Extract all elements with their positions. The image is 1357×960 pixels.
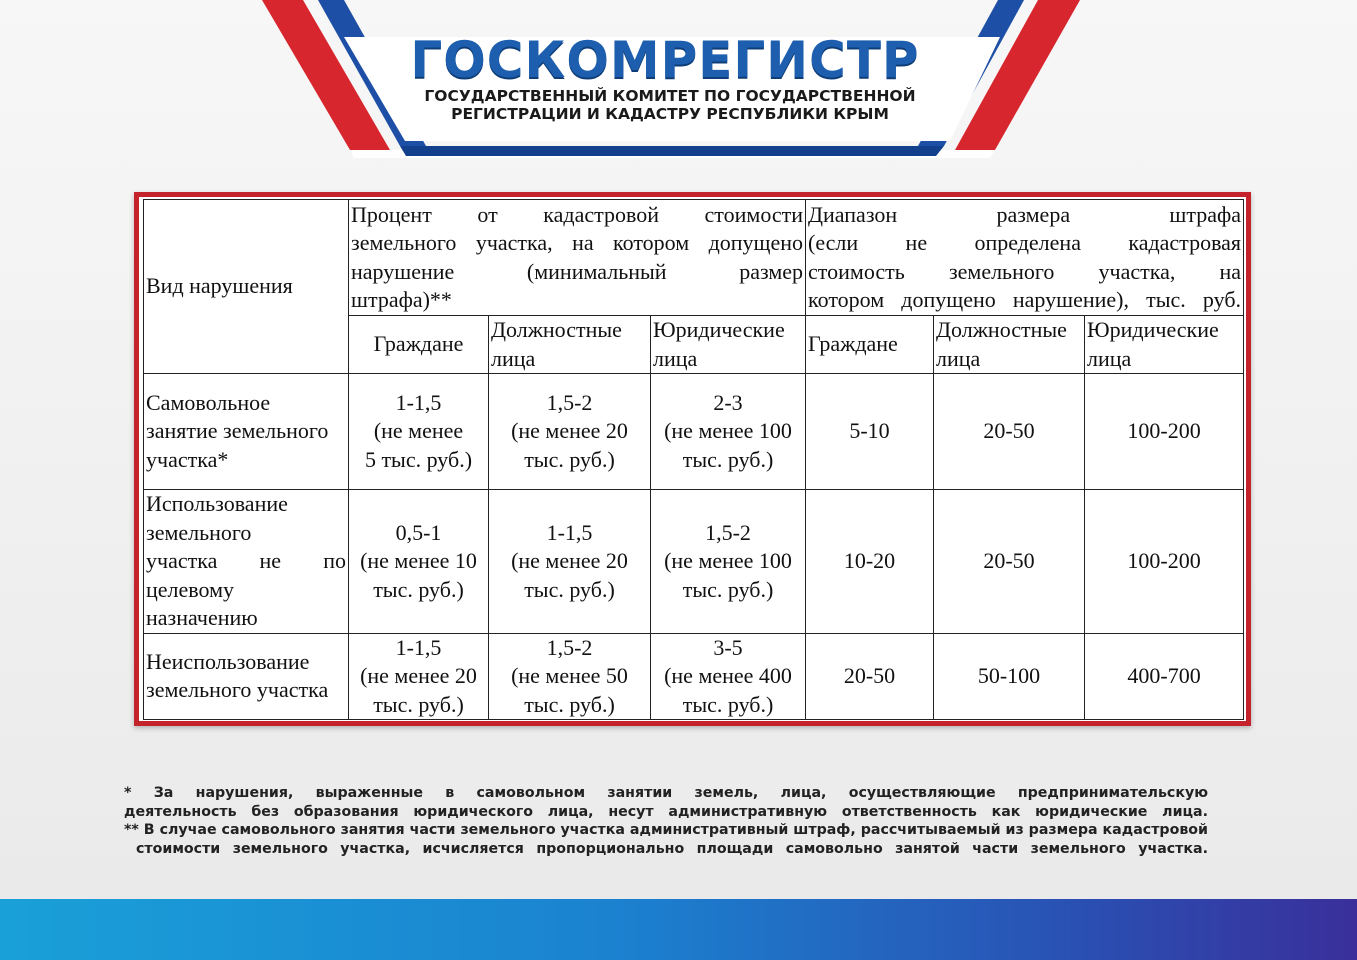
footnote-line: ** В случае самовольного занятия части земельного участка административный штраф, рассчитываемый из размера кадастровой [124, 822, 1208, 838]
violation-word: участка [146, 548, 218, 573]
officials-range-cell: 20-50 [934, 490, 1085, 634]
officials-range-cell: 20-50 [934, 374, 1085, 490]
subheader-citizens: Граждане [806, 316, 934, 374]
citizens-range-cell: 5-10 [806, 374, 934, 490]
brand-subtitle-line: ГОСУДАРСТВЕННЫЙ КОМИТЕТ ПО ГОСУДАРСТВЕННОЙ [424, 87, 916, 105]
footnote-line: * За нарушения, выраженные в самовольном занятии земель, лица, осуществляющие предпринимательскую [124, 785, 1208, 801]
officials-range-cell: 50-100 [934, 633, 1085, 720]
citizens-percent-cell: 0,5-1 (не менее 10 тыс. руб.) [349, 490, 489, 634]
table-row [144, 633, 1244, 720]
footnote-line: стоимости земельного участка, исчисляется пропорционально площади самовольно занятой части земельного участка. [136, 840, 1208, 857]
legal-percent-cell: 1,5-2 (не менее 100 тыс. руб.) [651, 490, 806, 634]
brand-title: ГОСКОМРЕГИСТР [410, 31, 920, 89]
citizens-percent-cell: 1-1,5 (не менее 5 тыс. руб.) [349, 374, 489, 490]
ribbon-blue-bottom [400, 146, 944, 156]
fines-table [143, 199, 1244, 720]
subheader-legal: Юридические лица [1085, 316, 1244, 374]
legal-percent-cell: 3-5 (не менее 400 тыс. руб.) [651, 633, 806, 720]
violation-word: не [259, 548, 282, 573]
table-header-row [144, 200, 1244, 316]
footnotes [124, 784, 1208, 858]
officials-percent-cell: 1,5-2 (не менее 50 тыс. руб.) [489, 633, 651, 720]
header-percent-cadastral: Процент от кадастровой стоимости земельного участка, на котором допущено нарушение (минимальный размер штрафа)** [349, 200, 806, 316]
subheader-legal: Юридические лица [651, 316, 806, 374]
subheader-citizens: Граждане [349, 316, 489, 374]
legal-range-cell: 100-200 [1085, 490, 1244, 634]
subheader-officials: Должностные лица [934, 316, 1085, 374]
table-row [144, 490, 1244, 634]
legal-range-cell: 100-200 [1085, 374, 1244, 490]
legal-range-cell: 400-700 [1085, 633, 1244, 720]
legal-percent-cell: 2-3 (не менее 100 тыс. руб.) [651, 374, 806, 490]
header-violation-type: Вид нарушения [144, 200, 349, 374]
header-fine-range: Диапазон размера штрафа (если не определена кадастровая стоимость земельного участка, на котором допущено нарушение), тыс. руб. [806, 200, 1244, 316]
footnote-line: деятельность без образования юридического лица, несут административную ответственность как юридические лица. [124, 803, 1208, 820]
brand-subtitle-line: РЕГИСТРАЦИИ И КАДАСТРУ РЕСПУБЛИКИ КРЫМ [451, 105, 889, 123]
officials-percent-cell: 1,5-2 (не менее 20 тыс. руб.) [489, 374, 651, 490]
subheader-officials: Должностные лица [489, 316, 651, 374]
table-row [144, 374, 1244, 490]
violation-cell: Использование земельного участка не по целевому назначению [144, 490, 349, 634]
violation-cell: Самовольное занятие земельного участка* [144, 374, 349, 490]
officials-percent-cell: 1-1,5 (не менее 20 тыс. руб.) [489, 490, 651, 634]
violation-word: по [323, 548, 346, 573]
violation-cell: Неиспользование земельного участка [144, 633, 349, 720]
bottom-stripe [0, 899, 1357, 960]
citizens-range-cell: 20-50 [806, 633, 934, 720]
brand-subtitle [400, 87, 940, 123]
citizens-percent-cell: 1-1,5 (не менее 20 тыс. руб.) [349, 633, 489, 720]
citizens-range-cell: 10-20 [806, 490, 934, 634]
